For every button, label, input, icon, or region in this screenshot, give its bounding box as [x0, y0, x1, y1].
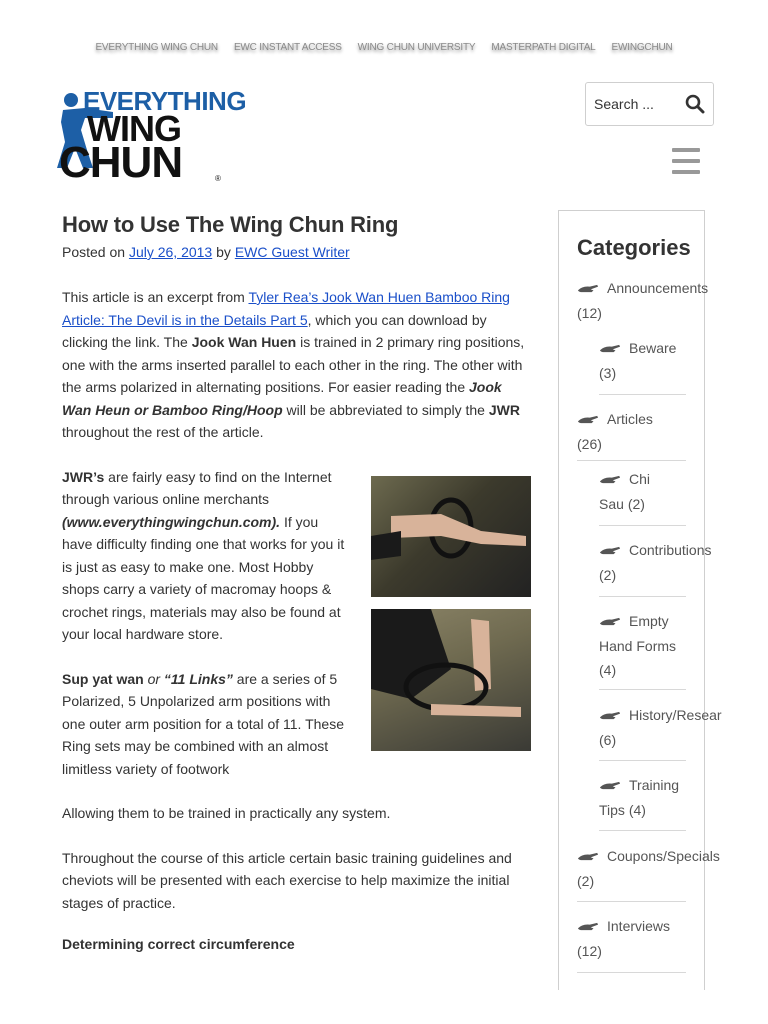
category-count: (6) — [599, 732, 617, 749]
search-icon — [685, 94, 705, 114]
category-count: (26) — [577, 436, 602, 453]
category-divider — [599, 760, 686, 761]
posted-on-label: Posted on — [62, 244, 129, 260]
pointing-hand-icon — [577, 277, 601, 301]
category-item[interactable] — [599, 336, 676, 385]
category-item[interactable] — [599, 609, 676, 682]
article-images — [371, 476, 531, 751]
registered-mark: ® — [215, 174, 221, 183]
category-count: (2) — [627, 496, 645, 513]
article-title: How to Use The Wing Chun Ring — [62, 212, 399, 237]
category-divider — [577, 901, 686, 902]
category-count: (4) — [599, 662, 617, 679]
logo-line-2: WING — [87, 108, 181, 149]
category-label[interactable]: Coupons/Specials — [607, 848, 720, 864]
author-link[interactable]: EWC Guest Writer — [234, 244, 350, 260]
pointing-hand-icon — [577, 408, 601, 432]
category-label[interactable]: Articles — [607, 411, 653, 427]
category-count: (4) — [628, 802, 646, 819]
category-item[interactable] — [599, 703, 722, 752]
pointing-hand-icon — [577, 845, 601, 869]
section-heading-circumference: Determining correct circumference — [62, 936, 295, 952]
article-meta — [62, 244, 532, 260]
pointing-hand-icon — [599, 704, 623, 728]
menu-hamburger-icon[interactable] — [672, 148, 700, 174]
pointing-hand-icon — [599, 539, 623, 563]
ring-polarized-photo — [371, 609, 531, 751]
category-count: (12) — [577, 305, 602, 322]
pointing-hand-icon — [577, 915, 601, 939]
category-label-continued[interactable]: Tips — [599, 802, 625, 819]
nav-everything-wing-chun[interactable]: EVERYTHING WING CHUN — [95, 42, 218, 53]
nav-ewingchun[interactable]: EWINGCHUN — [611, 42, 673, 53]
category-label[interactable]: Beware — [629, 340, 677, 356]
category-count: (2) — [577, 873, 595, 890]
category-label[interactable]: Chi — [629, 471, 651, 487]
category-label[interactable]: Announcements — [607, 280, 709, 296]
pointing-hand-icon — [599, 774, 623, 798]
paragraph-any-system: Allowing them to be trained in practically any system. — [62, 805, 391, 821]
source-article-link[interactable]: Tyler Rea’s Jook Wan Huen Bamboo Ring Article: The Devil is in the Details Part 5 — [62, 289, 510, 328]
by-label: by — [212, 244, 235, 260]
categories-heading: Categories — [577, 235, 691, 260]
category-divider — [599, 689, 686, 690]
category-label-continued[interactable]: Sau — [599, 496, 624, 513]
category-label-continued[interactable]: Hand Forms — [599, 638, 677, 655]
paragraph-intro: This article is an excerpt from Tyler Rea’s Jook Wan Huen Bamboo Ring Article: The Devil is in the Details Part 5, which you can download by clicking the link. The Jook Wan Huen is trained in 2 primary ring positions, one with the arms inserted parallel to each other in the ring. The other with the arms polarized in alternating positions. For easier reading the Jook Wan Heun or Bamboo Ring/Hoop will be abbreviated to simply the JWR throughout the rest of the article. — [62, 289, 525, 440]
ring-parallel-photo — [371, 476, 531, 597]
category-item[interactable] — [599, 467, 650, 516]
category-label[interactable]: Contributions — [629, 542, 712, 558]
category-divider — [599, 525, 686, 526]
category-count: (3) — [599, 365, 617, 382]
paragraph-eleven-links: Sup yat wan or “11 Links” are a series of 5 Polarized, 5 Unpolarized arm positions with one outer arm position for a total of 11. These Ring sets may be combined with an almost limitless variety of footwork — [62, 670, 344, 777]
pointing-hand-icon — [599, 337, 623, 361]
post-date-link[interactable]: July 26, 2013 — [128, 244, 213, 260]
top-navigation — [0, 42, 768, 53]
nav-wing-chun-university[interactable]: WING CHUN UNIVERSITY — [357, 42, 476, 53]
category-item[interactable] — [577, 407, 653, 456]
category-divider — [577, 972, 686, 973]
article — [62, 212, 532, 952]
category-count: (12) — [577, 943, 602, 960]
nav-masterpath-digital[interactable]: MASTERPATH DIGITAL — [491, 42, 596, 53]
search-button[interactable] — [677, 83, 713, 125]
category-item[interactable] — [577, 844, 720, 893]
nav-ewc-instant-access[interactable]: EWC INSTANT ACCESS — [233, 42, 342, 53]
category-label[interactable]: Interviews — [607, 918, 671, 934]
category-label[interactable]: Training — [629, 777, 680, 793]
category-divider — [599, 830, 686, 831]
paragraph-jwr-availability: JWR’s are fairly easy to find on the Internet through various online merchants (www.everythingwingchun.com). If you have difficulty finding one that works for you it is just as easy to make one. Most Hobby shops carry a variety of macromay hoops & crochet rings, materials may also be found at your local hardware store. — [62, 468, 345, 642]
category-divider — [599, 394, 686, 395]
category-item[interactable] — [577, 914, 670, 963]
site-logo[interactable] — [55, 86, 247, 187]
pointing-hand-icon — [599, 468, 623, 492]
paragraph-training-guidelines: Throughout the course of this article certain basic training guidelines and cheviots will be presented with each exercise to help maximize the initial stages of practice. — [62, 849, 512, 911]
category-item[interactable] — [599, 773, 679, 822]
search-input[interactable]: Search ... — [594, 96, 654, 112]
pointing-hand-icon — [599, 610, 623, 634]
category-count: (2) — [599, 567, 617, 584]
search-box[interactable] — [585, 82, 714, 126]
category-divider — [577, 460, 686, 461]
category-label[interactable]: History/Resear — [629, 707, 722, 723]
category-label[interactable]: Empty — [629, 613, 669, 629]
logo-line-1: EVERYTHING — [83, 86, 247, 116]
category-item[interactable] — [577, 276, 708, 325]
category-item[interactable] — [599, 538, 712, 587]
category-divider — [599, 596, 686, 597]
logo-line-3: CHUN — [59, 138, 183, 187]
